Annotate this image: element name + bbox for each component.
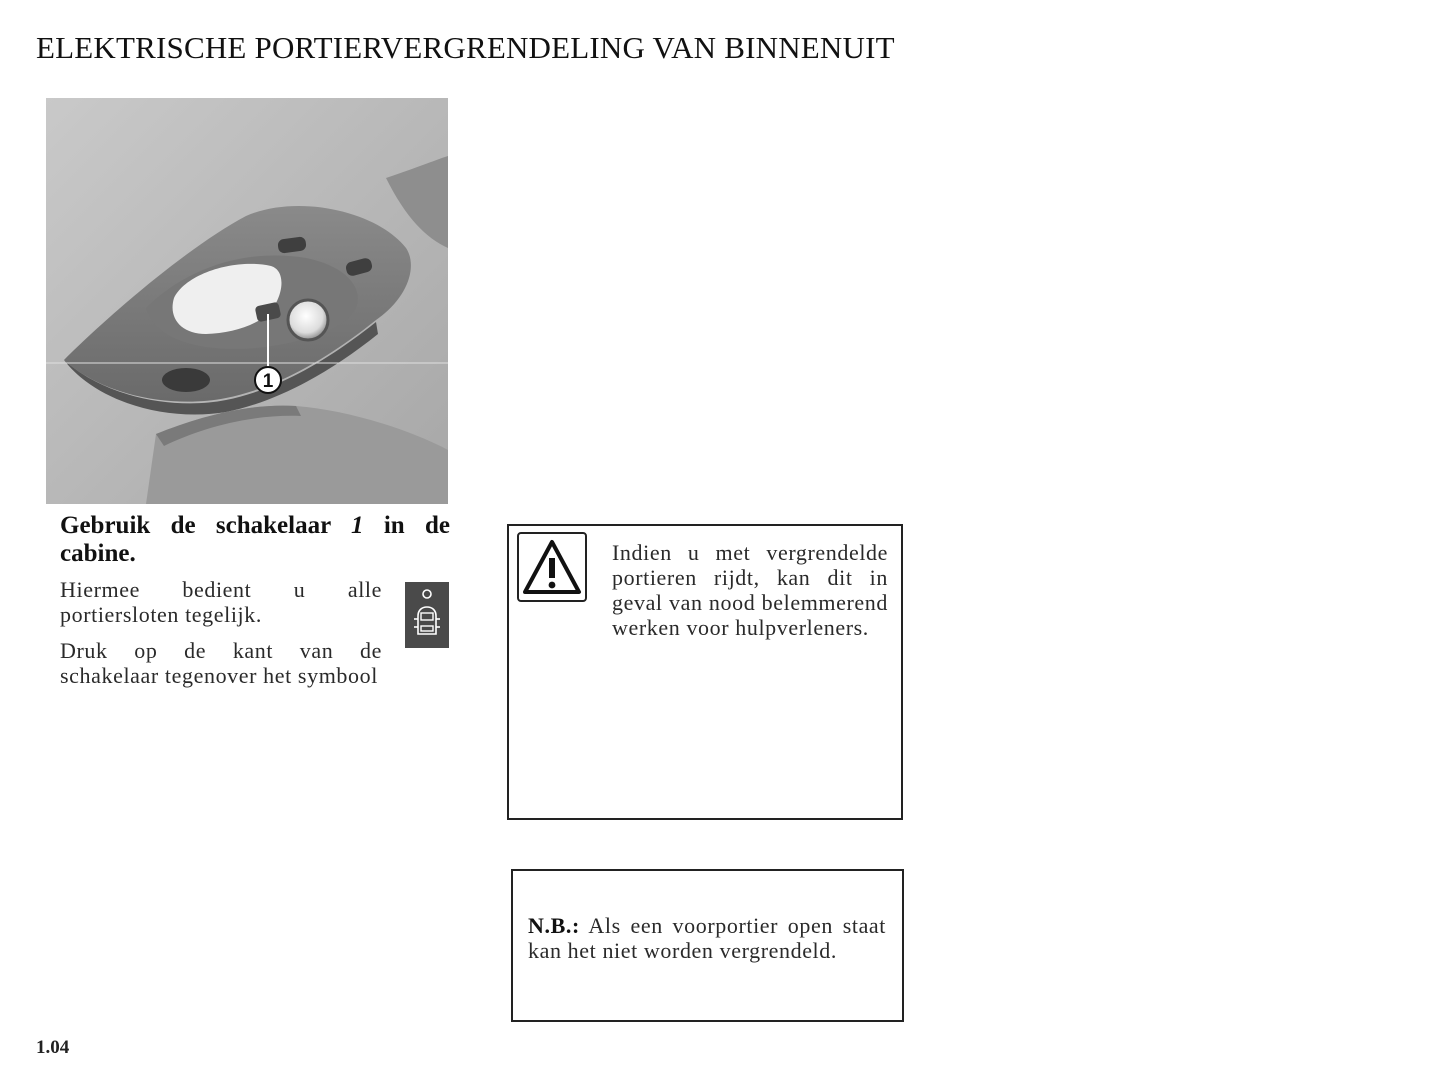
- note-body: Als een voorportier open staat kan het niet worden vergrendeld.: [528, 913, 887, 963]
- car-door-lock-icon: [405, 582, 449, 648]
- warning-triangle-icon: [517, 532, 587, 602]
- note-label: N.B.:: [528, 913, 580, 938]
- note-box: [511, 869, 904, 1022]
- page-title: ELEKTRISCHE PORTIERVERGRENDELING VAN BINNENUIT: [36, 30, 895, 65]
- heading-prefix: Gebruik de schakelaar: [60, 512, 331, 539]
- note-text: [528, 913, 886, 963]
- warning-text: Indien u met vergrendelde portieren rijdt, kan dit in geval van nood belemmerend werken voor hulpverleners.: [612, 540, 888, 640]
- heading-number: 1: [351, 512, 364, 539]
- overhead-console-photo: [46, 98, 448, 504]
- paragraph-intro: Hiermee bedient u alle portiersloten tegelijk.: [60, 577, 382, 627]
- heading-suffix: in de cabine.: [60, 512, 451, 567]
- warning-box: [507, 524, 903, 820]
- section-heading: [60, 512, 450, 568]
- callout-number: 1: [262, 371, 274, 392]
- page-number: 1.04: [36, 1037, 70, 1058]
- paragraph-instruction: Druk op de kant van de schakelaar tegenover het symbool: [60, 638, 382, 688]
